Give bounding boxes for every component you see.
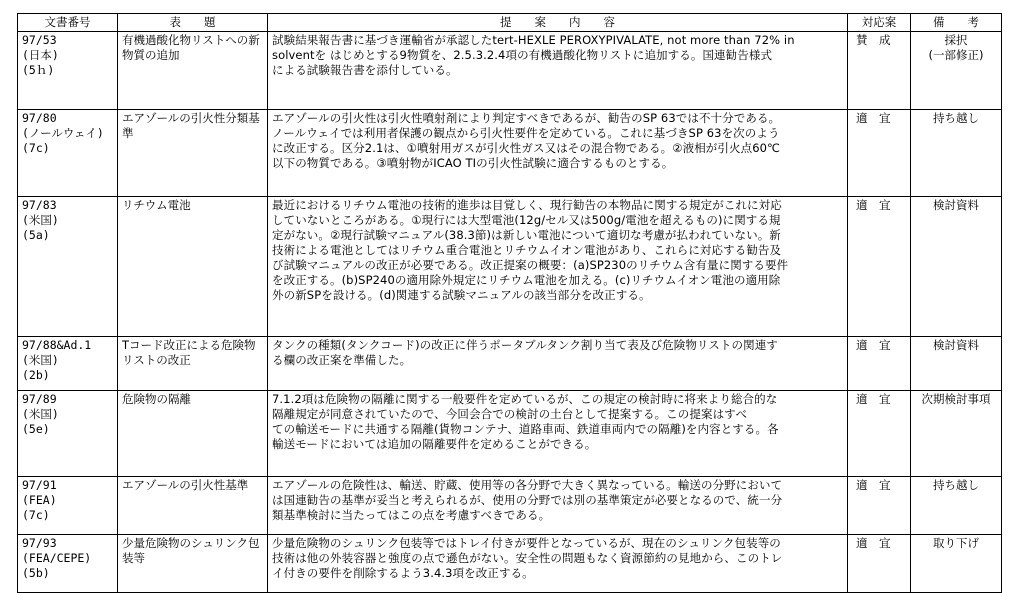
response-value: 適宜	[856, 198, 902, 212]
remarks-cell	[911, 391, 1002, 477]
doc-number-line: (米国)	[22, 353, 59, 367]
doc-number-line: (日本)	[22, 48, 59, 62]
content-line: 少量危険物のシュリンク包装等ではトレイ付きが要件となっているが、現在のシュリンク包装等の	[272, 536, 781, 550]
title-cell: エアゾールの引火性基準	[118, 477, 268, 535]
doc-number-cell	[18, 477, 118, 535]
response-value: 適宜	[856, 111, 902, 125]
doc-number-line: (5ｈ)	[22, 63, 55, 77]
content-line: を改正する。(b)SP240の適用除外規定にリチウム電池を加える。(c)リチウムイオン電池の適用除	[272, 273, 781, 287]
table-row	[18, 535, 1002, 593]
remarks-line: 持ち越し	[933, 111, 979, 125]
title-cell: 少量危険物のシュリンク包装等	[118, 535, 268, 593]
content-line: 隔離規定が同意されていたので、今回会合での検討の土台として提案する。この提案はすべ	[272, 407, 748, 421]
content-cell	[268, 110, 848, 197]
header-title: 表 題	[118, 14, 268, 32]
response-cell	[848, 477, 911, 535]
remarks-line: 持ち越し	[933, 478, 979, 492]
content-line: 定がない。②現行試験マニュアル(38.3節)は新しい電池について適切な考慮が払われていない。新	[272, 228, 781, 242]
remarks-cell	[911, 197, 1002, 337]
response-value: 適宜	[856, 392, 902, 406]
doc-number-line: (米国)	[22, 407, 59, 421]
content-line: エアゾールの引火性は引火性噴射剤により判定すべきであるが、勧告のSP 63では不十分である。	[272, 111, 781, 125]
content-line: 最近におけるリチウム電池の技術的進歩は目覚しく、現行勧告の本物品に関する規定がこれに対応	[272, 198, 782, 212]
doc-number-line: 97/80	[22, 111, 57, 125]
content-line: していないところがある。①現行には大型電池(12g/セル又は500g/電池を超えるもの)に関する規	[272, 213, 781, 227]
table-row	[18, 197, 1002, 337]
remarks-line: 検討資料	[933, 338, 979, 352]
doc-number-line: (7c)	[22, 508, 50, 522]
doc-number-line: 97/88&Ad.1	[22, 338, 92, 352]
doc-number-line: 97/89	[22, 392, 57, 406]
content-line: 7.1.2項は危険物の隔離に関する一般要件を定めているが、この規定の検討時に将来より総合的な	[272, 392, 778, 406]
content-line: び試験マニュアルの改正が必要である。改正提案の概要：(a)SP230のリチウム含有量に関する要件	[272, 258, 789, 272]
content-line: に改正する。区分2.1は、①噴射用ガスが引火性ガス又はその混合物である。②液相が引火点60℃	[272, 141, 781, 155]
table-row	[18, 477, 1002, 535]
header-doc-no: 文書番号	[18, 14, 118, 32]
remarks-line: 次期検討事項	[921, 392, 991, 406]
doc-number-line: 97/91	[22, 478, 57, 492]
content-line: ノールウェイでは利用者保護の観点から引火性要件を定めている。これに基づきSP 63を次のよう	[272, 126, 780, 140]
remarks-line: 検討資料	[933, 198, 979, 212]
doc-number-line: (5b)	[22, 566, 50, 580]
table-row	[18, 32, 1002, 110]
content-cell	[268, 32, 848, 110]
response-value: 適宜	[856, 536, 902, 550]
table-row	[18, 337, 1002, 391]
doc-number-line: (2b)	[22, 368, 50, 382]
doc-number-cell	[18, 391, 118, 477]
response-cell	[848, 32, 911, 110]
doc-number-line: (5e)	[22, 422, 50, 436]
content-line: る欄の改正案を準備した。	[272, 353, 412, 367]
content-line: 以下の物質である。③噴射物がICAO TIの引火性試験に適合するものとする。	[272, 156, 674, 170]
response-cell	[848, 535, 911, 593]
content-line: 外の新SPを設ける。(d)関連する試験マニュアルの該当部分を改正する。	[272, 288, 651, 302]
proposal-table	[17, 13, 1002, 593]
content-line: 技術による電池としてはリチウム重合電池とリチウムイオン電池があり、これらに対応する勧告及	[272, 243, 782, 257]
content-line: solventを はじめとする9物質を、2.5.3.2.4項の有機過酸化物リストに追加する。国連勧告様式	[272, 48, 773, 62]
response-cell	[848, 197, 911, 337]
table-row	[18, 110, 1002, 197]
title-cell: リチウム電池	[118, 197, 268, 337]
content-line: は国連勧告の基準が妥当と考えられるが、使用の分野では別の基準策定が必要となるので、統一分	[272, 493, 783, 507]
content-line: ての輸送モードに共通する隔離(貨物コンテナ、道路車両、鉄道車両内での隔離)を内容とする。各	[272, 422, 779, 436]
response-value: 適宜	[856, 338, 902, 352]
doc-number-line: (FEA)	[22, 493, 57, 507]
remarks-cell	[911, 32, 1002, 110]
table-row	[18, 391, 1002, 477]
doc-number-cell	[18, 197, 118, 337]
remarks-line: 採択	[944, 33, 968, 47]
title-cell: エアゾールの引火性分類基準	[118, 110, 268, 197]
response-value: 適宜	[856, 478, 902, 492]
content-line: イ付きの要件を削除するよう3.4.3項を改正する。	[272, 566, 534, 580]
title-cell: Tコード改正による危険物リストの改正	[118, 337, 268, 391]
content-line: エアゾールの危険性は、輸送、貯蔵、使用等の各分野で大きく異なっている。輸送の分野において	[272, 478, 783, 492]
content-line: タンクの種類(タンクコード)の改正に伴うポータブルタンク割り当て表及び危険物リストの関連す	[272, 338, 778, 352]
content-line: 技術は他の外装容器と強度の点で遜色がない。安全性の問題もなく資源節約の見地から、このトレ	[272, 551, 783, 565]
remarks-cell	[911, 477, 1002, 535]
response-cell	[848, 110, 911, 197]
response-value: 賛成	[856, 33, 902, 47]
content-line: 輸送モードにおいては追加の隔離要件を定めることができる。	[272, 437, 597, 451]
doc-number-line: (7c)	[22, 141, 50, 155]
content-line: 試験結果報告書に基づき運輸省が承認したtert-HEXLE PEROXYPIVALATE, not more than 72% in	[272, 33, 795, 47]
header-content: 提 案 内 容	[268, 14, 848, 32]
header-response: 対応案	[848, 14, 911, 32]
content-cell	[268, 477, 848, 535]
content-cell	[268, 391, 848, 477]
doc-number-cell	[18, 535, 118, 593]
table-header-row	[18, 14, 1002, 32]
doc-number-line: 97/93	[22, 536, 57, 550]
remarks-cell	[911, 535, 1002, 593]
doc-number-cell	[18, 110, 118, 197]
remarks-cell	[911, 337, 1002, 391]
content-cell	[268, 535, 848, 593]
doc-number-line: 97/83	[22, 198, 57, 212]
doc-number-line: (5a)	[22, 228, 50, 242]
content-cell	[268, 197, 848, 337]
doc-number-line: (FEA/CEPE)	[22, 551, 92, 565]
doc-number-line: 97/53	[22, 33, 57, 47]
title-cell: 有機過酸化物リストへの新物質の追加	[118, 32, 268, 110]
content-line: による試験報告書を添付している。	[272, 63, 458, 77]
remarks-cell	[911, 110, 1002, 197]
response-cell	[848, 391, 911, 477]
title-cell: 危険物の隔離	[118, 391, 268, 477]
doc-number-line: (ノールウェイ)	[22, 126, 104, 140]
doc-number-line: (米国)	[22, 213, 59, 227]
doc-number-cell	[18, 337, 118, 391]
remarks-line: (一部修正)	[928, 48, 984, 62]
content-cell	[268, 337, 848, 391]
response-cell	[848, 337, 911, 391]
header-remarks: 備 考	[911, 14, 1002, 32]
content-line: 類基準検討に当たってはこの点を考慮すべきである。	[272, 508, 551, 522]
doc-number-cell	[18, 32, 118, 110]
remarks-line: 取り下げ	[933, 536, 979, 550]
